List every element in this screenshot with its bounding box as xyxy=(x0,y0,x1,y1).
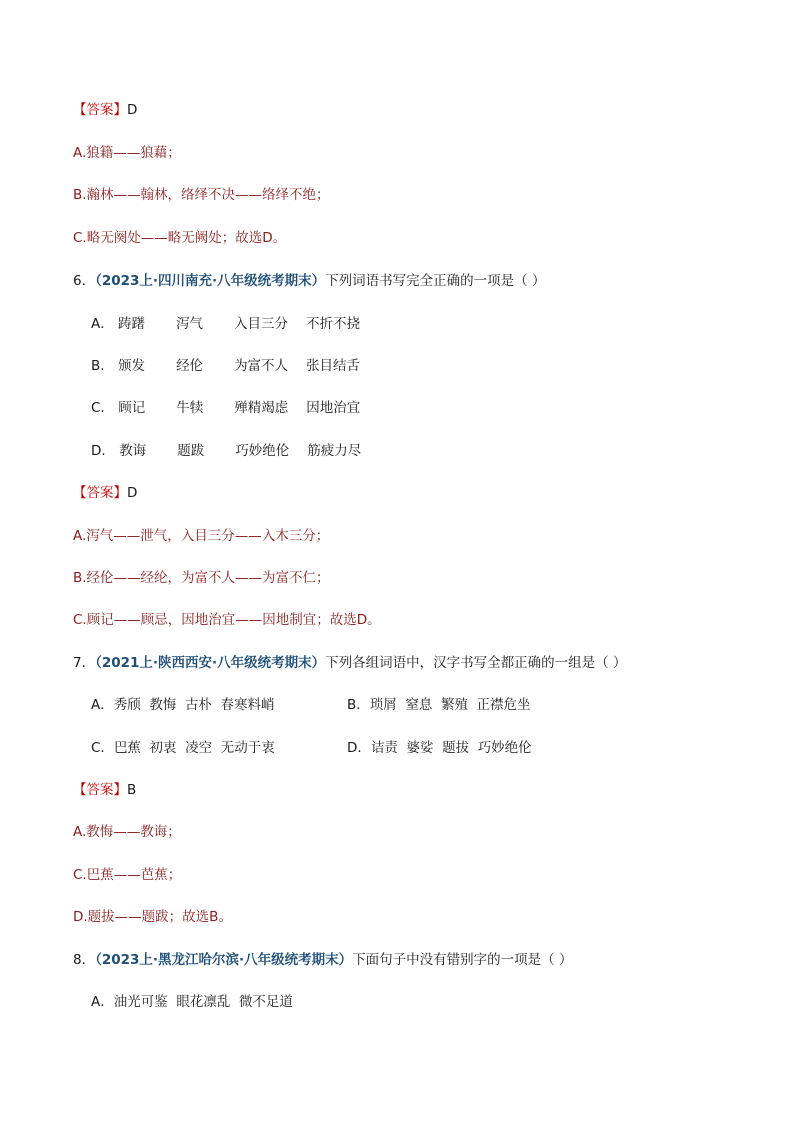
answer-label: 答案 xyxy=(86,485,114,501)
explanation-line: C.顾记——顾忌，因地治宜——因地制宜；故选D。 xyxy=(73,612,381,628)
answer-letter: D xyxy=(127,102,138,118)
question-source: （2021上·陕西西安·八年级统考期末） xyxy=(95,655,326,671)
question-number: 8． xyxy=(73,952,96,968)
answer-label: 答案 xyxy=(86,102,114,118)
question-number: 7． xyxy=(73,655,96,671)
explanation-line: D.题拔——题跋；故选B。 xyxy=(73,909,232,925)
option-a: A．油光可鉴 眼花凛乱 微不足道 xyxy=(91,994,293,1010)
option-b: B．琐屑 窒息 繁殖 正襟危坐 xyxy=(347,697,531,713)
option-d: D． 教诲 题跋 巧妙绝伦 筋疲力尽 xyxy=(91,443,362,459)
explanation-line: A.狼籍——狼藉； xyxy=(73,145,181,161)
explanation-line: A.教悔——教诲； xyxy=(73,824,181,840)
question-text: 下面句子中没有错别字的一项是（ ） xyxy=(352,952,573,968)
question-source: （2023上·黑龙江哈尔滨·八年级统考期末） xyxy=(95,952,353,968)
question-7 xyxy=(73,654,626,672)
answer-line: 【答案】B xyxy=(73,782,137,798)
question-source: （2023上·四川南充·八年级统考期末） xyxy=(95,273,326,289)
question-text: 下列各组词语中，汉字书写全都正确的一组是（ ） xyxy=(325,655,627,671)
answer-letter: B xyxy=(127,782,137,798)
explanation-line: C.巴蕉——芭蕉； xyxy=(73,867,182,883)
answer-label: 答案 xyxy=(86,782,114,798)
option-d: D．诘责 婆娑 题拔 巧妙绝伦 xyxy=(347,740,532,756)
question-text: 下列词语书写完全正确的一项是（ ） xyxy=(325,273,546,289)
answer-letter: D xyxy=(127,485,138,501)
answer-line: 【答案】D xyxy=(73,102,138,118)
option-c: C．巴蕉 初衷 凌空 无动于衷 xyxy=(91,740,275,756)
option-a: A． 踌躇 泻气 入目三分 不折不挠 xyxy=(91,316,361,332)
question-8 xyxy=(73,951,572,969)
question-number: 6． xyxy=(73,273,96,289)
explanation-line: B.经伦——经纶，为富不人——为富不仁； xyxy=(73,570,330,586)
explanation-line: A.泻气——泄气，入目三分——入木三分； xyxy=(73,528,330,544)
answer-line: 【答案】D xyxy=(73,485,138,501)
option-a: A．秀颀 教悔 古朴 春寒料峭 xyxy=(91,697,275,713)
explanation-line: B.瀚林——翰林，络绎不决——络绎不绝； xyxy=(73,187,330,203)
option-c: C． 顾记 牛犊 殚精竭虑 因地治宜 xyxy=(91,400,361,416)
explanation-line: C.略无阕处——略无阙处；故选D。 xyxy=(73,230,287,246)
option-b: B． 颁发 经伦 为富不人 张目结舌 xyxy=(91,358,361,374)
question-6 xyxy=(73,272,545,290)
